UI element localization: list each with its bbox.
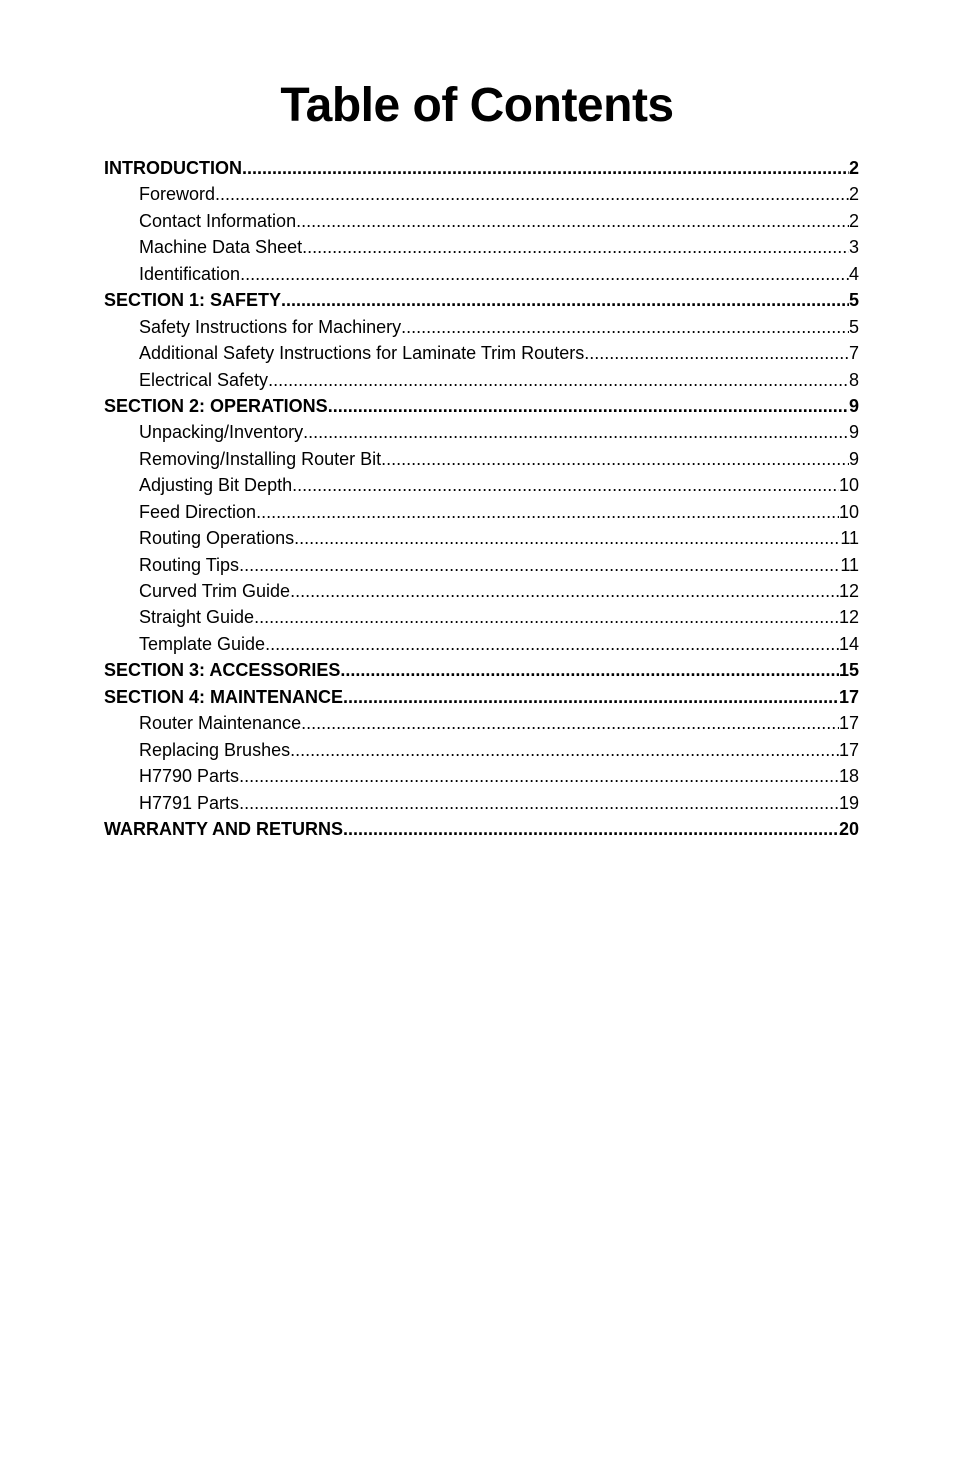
toc-entry-label: Replacing Brushes [139,739,291,760]
dot-leader [215,181,849,207]
toc-entry-label: Identification [139,263,241,284]
dot-leader [294,525,840,551]
table-of-contents [104,155,859,842]
toc-subsection-entry [104,472,859,498]
toc-entry-label: Router Maintenance [139,713,302,734]
toc-entry-label: Machine Data Sheet [139,237,303,258]
dot-leader [240,261,849,287]
dot-leader [343,684,839,710]
toc-entry-label: SECTION 4: MAINTENANCE [104,686,344,707]
toc-subsection-entry [104,367,859,393]
dot-leader [239,763,839,789]
toc-entry-label: WARRANTY AND RETURNS [104,818,344,839]
toc-entry-label: Straight Guide [139,607,255,628]
toc-entry-page-number: 20 [838,818,859,839]
dot-leader [401,314,849,340]
toc-entry-page-number: 2 [848,210,859,231]
dot-leader [242,155,849,181]
toc-entry-label: Safety Instructions for Machinery [139,316,402,337]
toc-entry-label: Feed Direction [139,501,257,522]
toc-subsection-entry [104,419,859,445]
toc-entry-page-number: 7 [848,343,859,364]
toc-entry-label: H7790 Parts [139,766,240,787]
toc-entry-page-number: 11 [840,554,859,575]
toc-entry-label: Routing Operations [139,528,295,549]
toc-entry-label: SECTION 2: OPERATIONS [104,395,328,416]
dot-leader [301,710,839,736]
dot-leader [290,578,839,604]
toc-entry-label: Electrical Safety [139,369,269,390]
toc-entry-label: Unpacking/Inventory [139,422,304,443]
toc-entry-page-number: 11 [840,528,859,549]
toc-entry-label: Contact Information [139,210,297,231]
toc-entry-page-number: 14 [838,633,859,654]
toc-subsection-entry [104,234,859,260]
toc-entry-page-number: 9 [848,448,859,469]
dot-leader [239,790,839,816]
dot-leader [381,446,849,472]
toc-entry-label: INTRODUCTION [104,158,242,178]
dot-leader [268,367,849,393]
toc-entry-page-number: 10 [838,475,859,496]
toc-entry-label: Routing Tips [139,554,240,575]
toc-entry-page-number: 17 [838,686,859,707]
toc-section-entry [104,155,859,181]
dot-leader [265,631,839,657]
toc-subsection-entry [104,578,859,604]
toc-entry-label: H7791 Parts [139,792,240,813]
toc-subsection-entry [104,314,859,340]
dot-leader [256,499,839,525]
toc-entry-page-number: 12 [838,607,859,628]
toc-entry-page-number: 9 [848,422,859,443]
toc-section-entry [104,684,859,710]
dot-leader [328,393,849,419]
toc-subsection-entry [104,181,859,207]
toc-entry-page-number: 10 [838,501,859,522]
toc-entry-label: Curved Trim Guide [139,581,291,601]
dot-leader [343,816,839,842]
toc-entry-page-number: 19 [838,792,859,813]
toc-subsection-entry [104,763,859,789]
toc-section-entry [104,657,859,683]
toc-entry-page-number: 8 [848,369,859,390]
toc-subsection-entry [104,552,859,578]
toc-entry-page-number: 2 [848,184,859,205]
toc-entry-page-number: 3 [848,237,859,258]
toc-entry-label: Removing/Installing Router Bit [139,448,382,469]
page-title: Table of Contents [280,79,674,132]
toc-entry-label: SECTION 1: SAFETY [104,290,282,311]
toc-subsection-entry [104,604,859,630]
toc-subsection-entry [104,710,859,736]
dot-leader [290,737,839,763]
toc-entry-page-number: 17 [838,739,859,760]
toc-subsection-entry [104,208,859,234]
toc-entry-label: Template Guide [139,633,266,654]
dot-leader [239,552,840,578]
toc-entry-page-number: 2 [848,158,859,178]
toc-subsection-entry [104,631,859,657]
dot-leader [254,604,839,630]
toc-entry-label: Foreword [139,184,216,205]
toc-entry-page-number: 15 [838,660,859,681]
toc-entry-page-number: 12 [838,581,859,601]
dot-leader [303,419,849,445]
toc-entry-page-number: 9 [848,395,859,416]
dot-leader [292,472,839,498]
toc-entry-page-number: 5 [848,290,859,311]
toc-subsection-entry [104,499,859,525]
toc-section-entry [104,393,859,419]
toc-entry-label: SECTION 3: ACCESSORIES [104,660,341,681]
dot-leader [584,340,849,366]
toc-subsection-entry [104,525,859,551]
toc-subsection-entry [104,261,859,287]
toc-entry-label: Additional Safety Instructions for Laminate Trim Routers [139,343,585,364]
toc-entry-page-number: 18 [838,766,859,787]
toc-entry-page-number: 4 [848,263,859,284]
toc-section-entry [104,816,859,842]
toc-section-entry [104,287,859,313]
dot-leader [302,234,849,260]
toc-subsection-entry [104,737,859,763]
toc-entry-page-number: 5 [848,316,859,337]
toc-entry-label: Adjusting Bit Depth [139,475,293,496]
dot-leader [340,657,839,683]
dot-leader [281,287,849,313]
dot-leader [296,208,849,234]
toc-subsection-entry [104,340,859,366]
toc-subsection-entry [104,446,859,472]
toc-subsection-entry [104,790,859,816]
toc-entry-page-number: 17 [838,713,859,734]
